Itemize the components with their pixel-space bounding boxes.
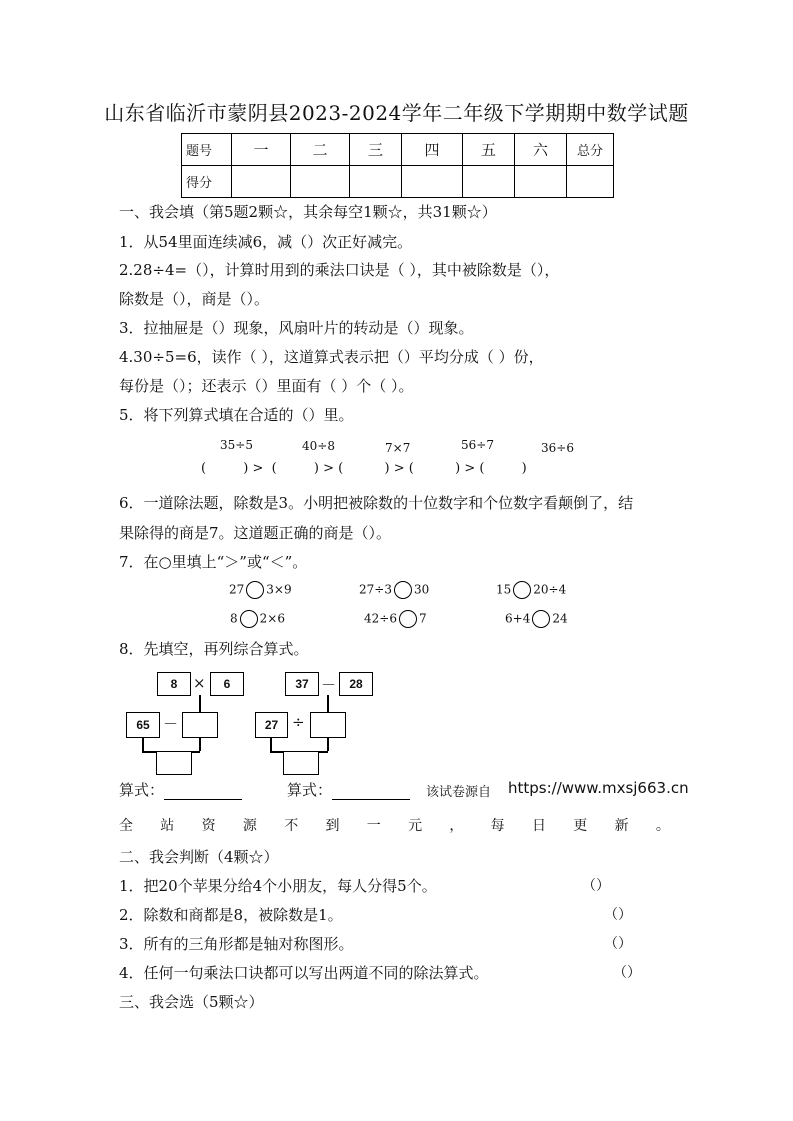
compare-circle-icon[interactable] (240, 610, 258, 628)
formula-label: 算式： (119, 781, 165, 799)
diagram-connector (199, 695, 201, 712)
q7-item (229, 581, 292, 599)
section3-header: 三、我会选（5颗☆） (119, 993, 264, 1011)
judge-item-2: 2．除数和商都是8，被除数是1。 (119, 906, 343, 924)
formula-line (287, 779, 410, 800)
ad-char: 。 (655, 818, 670, 834)
score-cell: 四 (402, 134, 463, 166)
page-title: 山东省临沂市蒙阴县2023-2024学年二年级下学期期中数学试题 (104, 101, 689, 125)
diagram-connector (270, 737, 272, 751)
diagram-box: 27 (255, 712, 288, 738)
ad-char: 源 (242, 818, 257, 834)
formula-label: 算式： (287, 781, 333, 799)
q7-left: 27 (229, 582, 245, 597)
score-cell: 一 (232, 134, 291, 166)
ad-char: 站 (160, 818, 175, 834)
ad-char: 每 (490, 818, 505, 834)
judge-mark[interactable]: （） (604, 936, 632, 952)
diagram-connector (142, 737, 144, 751)
q7-item (505, 610, 568, 628)
score-table-score-row (182, 166, 614, 198)
judge-mark[interactable]: （） (613, 965, 641, 981)
formula-blank[interactable] (332, 785, 410, 800)
score-cell: 三 (350, 134, 402, 166)
q5-expression: 36÷6 (541, 441, 574, 455)
score-cell: 总分 (567, 134, 614, 166)
q7-item (364, 610, 427, 628)
q7-item (496, 581, 566, 599)
q7-right: 20÷4 (533, 582, 567, 597)
diagram-connector (327, 737, 329, 751)
score-table-header-row (182, 134, 614, 166)
q7-left: 27÷3 (359, 582, 392, 597)
ad-char: 日 (531, 818, 546, 834)
diagram-box: 65 (126, 712, 160, 738)
q7-item (359, 581, 429, 599)
q7-left: 15 (496, 582, 512, 597)
ad-banner (119, 815, 670, 835)
score-cell: 二 (291, 134, 350, 166)
compare-circle-icon[interactable] (532, 610, 550, 628)
diagram-box: 37 (285, 672, 319, 696)
diagram-operator: － (321, 676, 337, 694)
question-1: 1．从54里面连续减6，减（）次正好减完。 (119, 233, 413, 251)
compare-circle-icon[interactable] (394, 581, 412, 599)
diagram-connector (199, 737, 201, 751)
q7-left: 42÷6 (364, 611, 397, 626)
q7-right: 7 (418, 611, 427, 626)
q7-item (230, 610, 285, 628)
score-input-cell[interactable] (350, 166, 402, 198)
question-3: 3．拉抽屉是（）现象，风扇叶片的转动是（）现象。 (119, 319, 474, 337)
ad-char: 更 (573, 818, 588, 834)
judge-mark[interactable]: （） (604, 907, 632, 923)
judge-item-4: 4．任何一句乘法口诀都可以写出两道不同的除法算式。 (119, 964, 489, 982)
question-5: 5．将下列算式填在合适的（）里。 (119, 406, 354, 424)
section1-header: 一、我会填（第5题2颗☆，其余每空1颗☆，共31颗☆） (119, 203, 497, 221)
ad-char: 一 (366, 818, 381, 834)
score-cell: 得分 (182, 166, 232, 198)
ad-char: 不 (284, 818, 299, 834)
ad-char: 到 (325, 818, 340, 834)
q7-right: 30 (413, 582, 430, 597)
score-input-cell[interactable] (232, 166, 291, 198)
question-6-line1: 6．一道除法题，除数是3。小明把被除数的十位数字和个位数字看颠倒了，结 (119, 494, 634, 512)
diagram-answer-box[interactable] (182, 712, 218, 738)
question-4-line1: 4.30÷5=6，读作（ ），这道算式表示把（）平均分成（ ）份， (119, 348, 544, 366)
diagram-box: 28 (339, 672, 373, 696)
compare-circle-icon[interactable] (246, 581, 264, 599)
score-cell: 题号 (182, 134, 232, 166)
score-input-cell[interactable] (291, 166, 350, 198)
question-7: 7．在○里填上“＞”或“＜”。 (119, 553, 308, 571)
diagram-answer-box[interactable] (156, 751, 192, 775)
q5-expression: 35÷5 (220, 438, 253, 452)
q7-right: 24 (552, 611, 568, 626)
question-4-line2: 每份是（）；还表示（）里面有（ ）个（ ）。 (119, 377, 414, 395)
ad-char: 新 (614, 818, 629, 834)
formula-line (119, 779, 242, 800)
ad-char: 资 (201, 818, 216, 834)
q7-left: 8 (230, 611, 238, 626)
judge-mark[interactable]: （） (582, 878, 610, 894)
compare-circle-icon[interactable] (513, 581, 531, 599)
score-input-cell[interactable] (463, 166, 515, 198)
q5-expression: 56÷7 (461, 438, 494, 452)
diagram-answer-box[interactable] (310, 712, 346, 738)
source-url[interactable]: https://www.mxsj663.cn (508, 779, 689, 797)
diagram-connector (327, 695, 329, 712)
question-8: 8．先填空，再列综合算式。 (119, 640, 309, 658)
source-text: 该试卷源自 (426, 784, 492, 799)
q5-blanks: ( ) > ( ) > ( ) > ( ) > ( ) (201, 461, 527, 476)
judge-item-3: 3．所有的三角形都是轴对称图形。 (119, 935, 354, 953)
score-input-cell[interactable] (515, 166, 567, 198)
diagram-operator: ÷ (292, 713, 305, 731)
q7-right: 2×6 (259, 611, 285, 626)
score-input-cell[interactable] (402, 166, 463, 198)
score-cell: 五 (463, 134, 515, 166)
ad-char: 全 (119, 818, 133, 834)
judge-item-1: 1．把20个苹果分给4个小朋友，每人分得5个。 (119, 877, 437, 895)
diagram-operator: － (163, 715, 179, 733)
question-6-line2: 果除得的商是7。这道题正确的商是（）。 (119, 524, 392, 542)
section2-header: 二、我会判断（4颗☆） (119, 848, 279, 866)
diagram-box: 6 (210, 672, 244, 696)
question-2-line1: 2.28÷4=（），计算时用到的乘法口诀是（ ），其中被除数是（）， (119, 261, 560, 279)
q7-left: 6+4 (505, 611, 531, 626)
formula-blank[interactable] (164, 785, 242, 800)
score-table (181, 133, 614, 198)
ad-char: ， (449, 818, 464, 834)
q5-expression: 40÷8 (302, 439, 335, 453)
score-cell: 六 (515, 134, 567, 166)
diagram-answer-box[interactable] (283, 751, 319, 775)
q7-right: 3×9 (266, 582, 292, 597)
diagram-operator: × (193, 674, 206, 692)
compare-circle-icon[interactable] (399, 610, 417, 628)
ad-char: 元 (408, 818, 423, 834)
q5-expression: 7×7 (385, 441, 411, 455)
diagram-box: 8 (157, 672, 191, 696)
score-input-cell[interactable] (567, 166, 614, 198)
question-2-line2: 除数是（），商是（）。 (119, 290, 270, 308)
